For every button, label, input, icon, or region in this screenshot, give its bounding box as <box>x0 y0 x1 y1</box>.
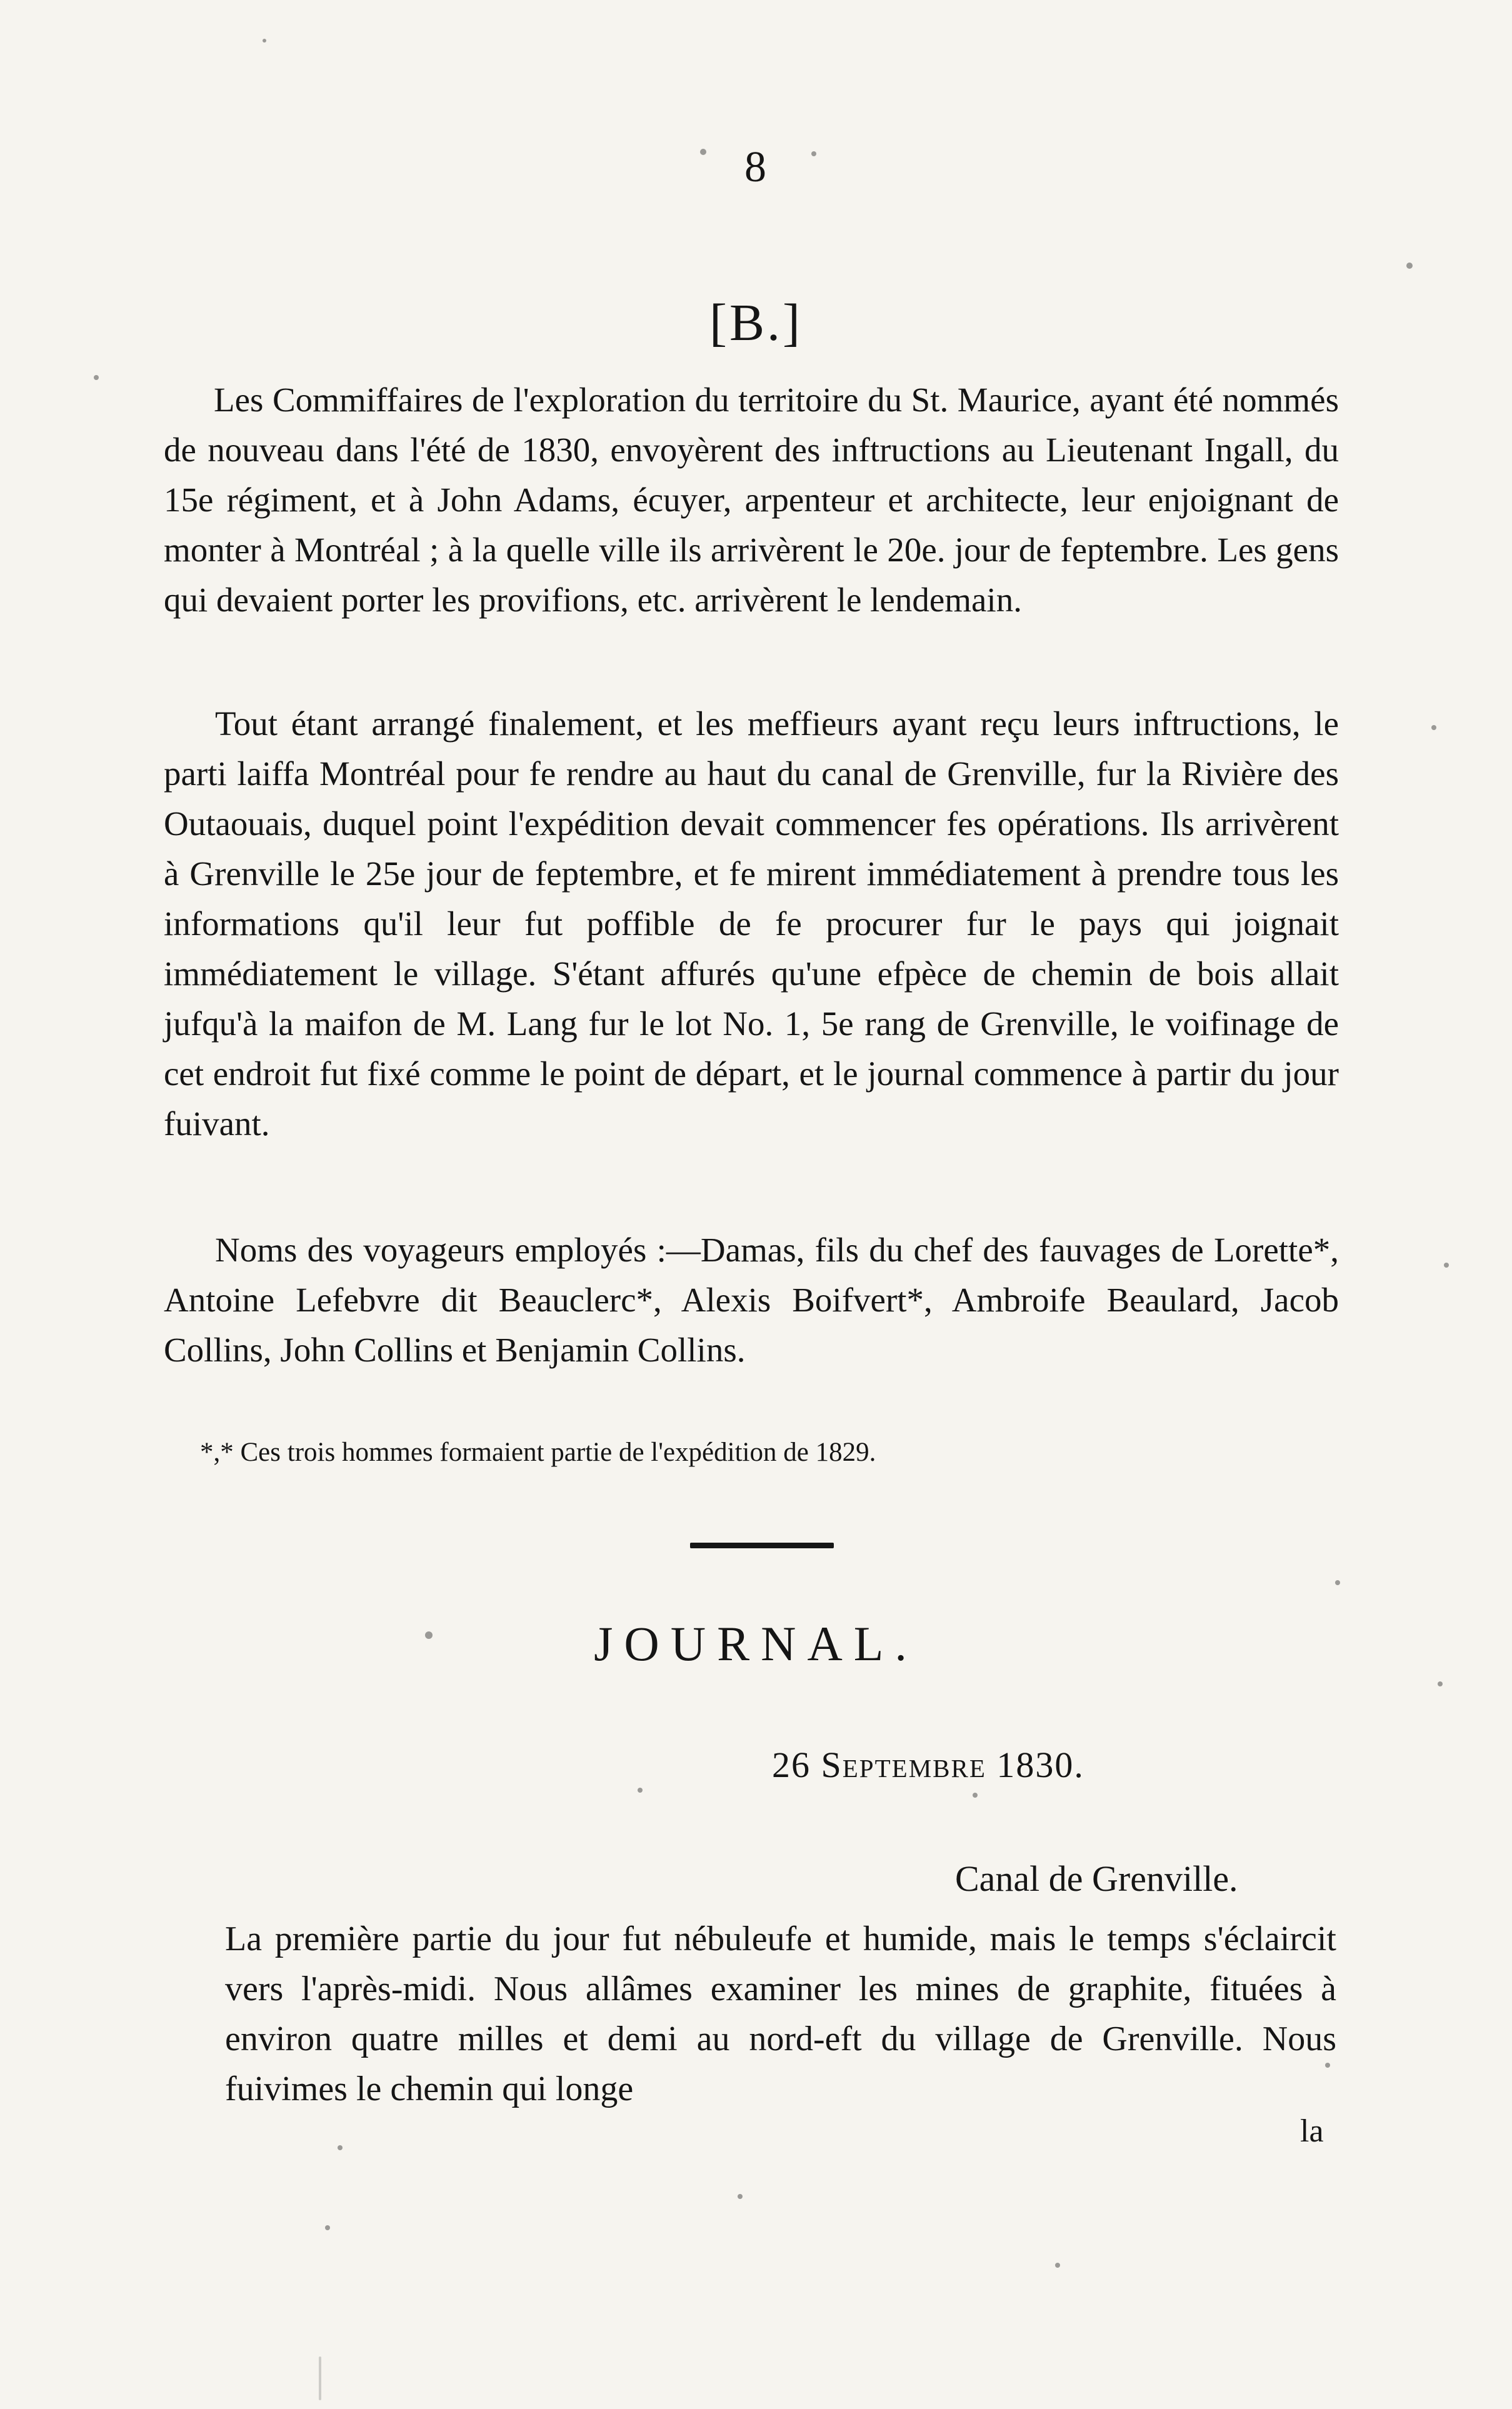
print-speck <box>425 1631 433 1639</box>
print-speck <box>738 2194 743 2199</box>
journal-paragraph: La première partie du jour fut nébuleufe et humide, mais le temps s'éclaircit vers l'après-midi. Nous allâmes examiner les mines de graphite, fituées à environ quatre milles et demi au nord-eft du village de Grenville. Nous fuivimes le chemin qui longe <box>225 1920 1336 2108</box>
page-number: 8 <box>744 143 768 191</box>
journal-place: Canal de Grenville. <box>955 1858 1238 1899</box>
print-speck <box>1431 725 1436 730</box>
print-speck <box>1335 1580 1340 1585</box>
print-speck <box>1325 2063 1330 2068</box>
print-speck <box>638 1788 643 1793</box>
print-speck <box>811 151 816 156</box>
section-label: [B.] <box>709 294 803 352</box>
section-divider <box>690 1543 834 1548</box>
print-speck <box>1055 2263 1060 2268</box>
paragraph-1: Les Commiffaires de l'exploration du territoire du St. Maurice, ayant été nommés de nouveau dans l'été de 1830, envoyèrent des inftructions au Lieutenant Ingall, du 15e régiment, et à John Adams, écuyer, arpenteur et architecte, leur enjoignant de monter à Montréal ; à la quelle ville ils arrivèrent le 20e. jour de feptembre. Les gens qui devaient porter les provifions, etc. arrivèrent le lendemain. <box>164 381 1339 619</box>
print-speck <box>1444 1263 1449 1268</box>
print-speck <box>973 1793 978 1798</box>
paragraph-2: Tout étant arrangé finalement, et les meffieurs ayant reçu leurs inftructions, le parti laiffa Montréal pour fe rendre au haut du canal de Grenville, fur la Rivière des Outaouais, duquel point l'expédition devait commencer fes opérations. Ils arrivèrent à Grenville le 25e jour de feptembre, et fe mirent immédiatement à prendre tous les informations qu'il leur fut poffible de fe procurer fur le pays qui joignait immédiatement le village. S'étant affurés qu'une efpèce de chemin de bois allait jufqu'à la maifon de M. Lang fur le lot No. 1, 5e rang de Grenville, le voifinage de cet endroit fut fixé comme le point de départ, et le journal commence à partir du jour fuivant. <box>164 704 1339 1143</box>
journal-date: 26 Septembre 1830. <box>772 1745 1084 1785</box>
catchword: la <box>1300 2113 1324 2149</box>
print-speck <box>319 2356 321 2400</box>
print-speck <box>338 2145 343 2150</box>
journal-body <box>225 1914 1336 2114</box>
print-speck <box>325 2225 330 2230</box>
footnote: *,* Ces trois hommes formaient partie de l'expédition de 1829. <box>200 1438 876 1467</box>
print-speck <box>263 39 266 43</box>
paragraph-3: Noms des voyageurs employés :—Damas, fils du chef des fauvages de Lorette*, Antoine Lefebvre dit Beauclerc*, Alexis Boifvert*, Ambroife Beaulard, Jacob Collins, John Collins et Benjamin Collins. <box>164 1231 1339 1369</box>
print-speck <box>1406 263 1413 269</box>
print-speck <box>1438 1681 1443 1686</box>
print-speck <box>94 375 99 380</box>
print-speck <box>700 149 706 155</box>
journal-title: JOURNAL. <box>594 1616 918 1671</box>
